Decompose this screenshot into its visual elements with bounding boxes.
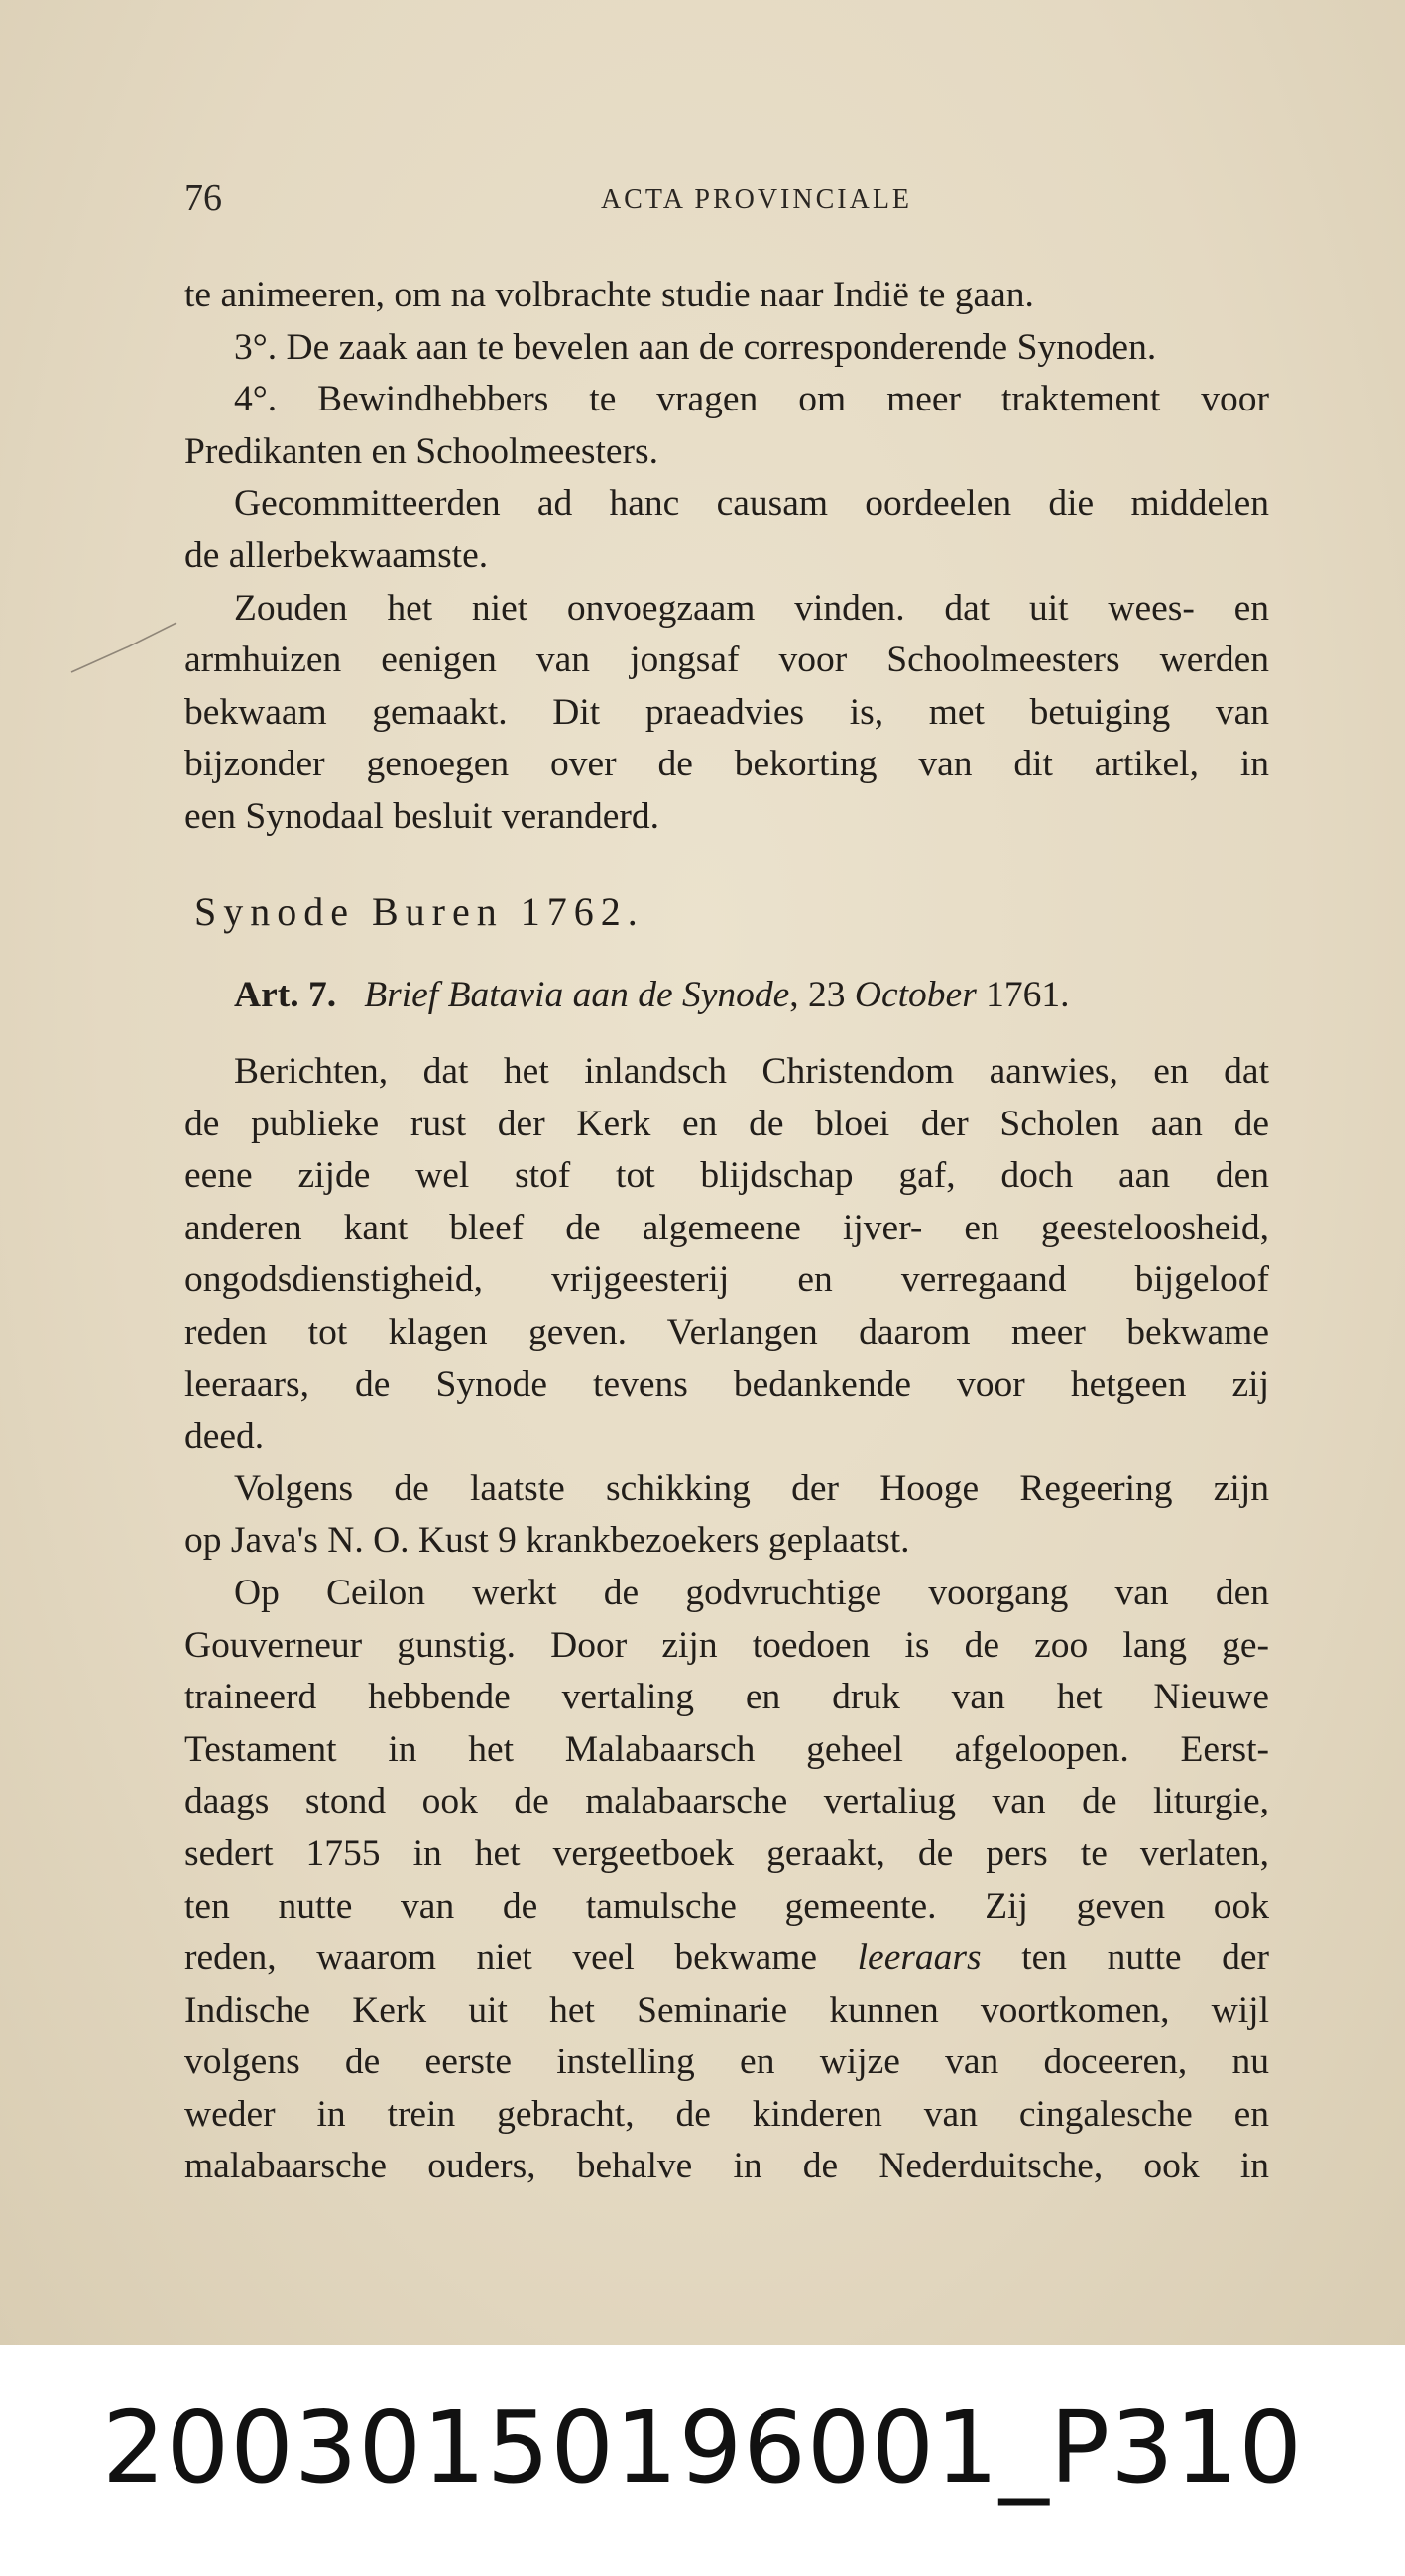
page-header — [184, 176, 1269, 226]
text-line: Zouden het niet onvoegzaam vinden. dat uit wees- en — [234, 587, 1269, 629]
paragraph — [184, 478, 1269, 582]
text-line: op Java's N. O. Kust 9 krankbezoekers geplaatst. — [184, 1520, 910, 1562]
text-run: ten nutte der — [981, 1937, 1269, 1979]
text-line: Indische Kerk uit het Seminarie kunnen voortkomen, wijl — [184, 1989, 1269, 2031]
text-line — [184, 1932, 1269, 1985]
article-date-prefix: , 23 — [789, 975, 855, 1015]
text-line: armhuizen eenigen van jongsaf voor Schoolmeesters werden — [184, 640, 1269, 681]
text-run: reden, waarom niet veel bekwame — [184, 1937, 858, 1979]
article-heading — [234, 974, 1269, 1016]
text-line: anderen kant bleef de algemeene ijver- en geesteloosheid, — [184, 1207, 1269, 1248]
text-line: de allerbekwaamste. — [184, 534, 489, 576]
paragraph — [184, 583, 1269, 844]
text-line: ongodsdienstigheid, vrijgeesterij en verregaand bijgeloof — [184, 1259, 1269, 1301]
text-line: reden tot klagen geven. Verlangen daarom meer bekwame — [184, 1311, 1269, 1352]
paragraph — [184, 1046, 1269, 1464]
paragraph — [184, 322, 1269, 375]
text-line: weder in trein gebracht, de kinderen van cingalesche en — [184, 2093, 1269, 2135]
text-line: 4°. Bewindhebbers te vragen om meer traktement voor — [234, 379, 1269, 420]
text-line: malabaarsche ouders, behalve in de Nederduitsche, ook in — [184, 2146, 1269, 2187]
text-run-italic: leeraars — [857, 1937, 982, 1979]
text-line: een Synodaal besluit veranderd. — [184, 795, 660, 837]
scan-identifier-label: 20030150196001_P310 — [102, 2390, 1303, 2506]
text-line: Testament in het Malabaarsch geheel afgeloopen. Eerst- — [184, 1728, 1269, 1770]
text-line: leeraars, de Synode tevens bedankende voor hetgeen zij — [184, 1363, 1269, 1405]
text-block-lower — [184, 1046, 1269, 2193]
running-title: ACTA PROVINCIALE — [600, 184, 913, 215]
page-number: 76 — [184, 177, 222, 219]
text-line: de publieke rust der Kerk en de bloei der Scholen aan de — [184, 1103, 1269, 1144]
text-line: Volgens de laatste schikking der Hooge Regeering zijn — [234, 1467, 1269, 1509]
section-heading: Synode Buren 1762. — [194, 889, 644, 934]
text-line: Berichten, dat het inlandsch Christendom aanwies, en dat — [234, 1051, 1269, 1092]
text-line: Predikanten en Schoolmeesters. — [184, 430, 658, 472]
text-line: 3°. De zaak aan te bevelen aan de corresponderende Synoden. — [234, 326, 1157, 368]
paragraph — [184, 1464, 1269, 1568]
text-line: bekwaam gemaakt. Dit praeadvies is, met betuiging van — [184, 691, 1269, 733]
text-line: daags stond ook de malabaarsche vertaliug van de liturgie, — [184, 1781, 1269, 1822]
article-title: Brief Batavia aan de Synode — [364, 975, 790, 1015]
text-line: deed. — [184, 1416, 265, 1458]
text-line: traineerd hebbende vertaling en druk van het Nieuwe — [184, 1677, 1269, 1718]
text-block-upper — [184, 270, 1269, 844]
text-line: Gouverneur gunstig. Door zijn toedoen is de zoo lang ge- — [184, 1624, 1269, 1666]
paragraph — [184, 374, 1269, 478]
article-month: October — [854, 975, 977, 1015]
text-line: Gecommitteerden ad hanc causam oordeelen die middelen — [234, 483, 1269, 525]
text-line: Op Ceilon werkt de godvruchtige voorgang van den — [234, 1572, 1269, 1613]
paragraph — [184, 270, 1269, 322]
text-line: volgens de eerste instelling en wijze van doceeren, nu — [184, 2042, 1269, 2083]
text-line: te animeeren, om na volbrachte studie naar Indië te gaan. — [184, 275, 1034, 315]
pencil-margin-mark — [69, 617, 178, 676]
article-label: Art. 7. — [234, 975, 337, 1015]
text-line: eene zijde wel stof tot blijdschap gaf, doch aan den — [184, 1155, 1269, 1197]
text-line: bijzonder genoegen over de bekorting van dit artikel, in — [184, 744, 1269, 785]
article-year: 1761. — [976, 975, 1070, 1015]
text-line: ten nutte van de tamulsche gemeente. Zij geven ook — [184, 1885, 1269, 1927]
paragraph — [184, 1568, 1269, 2193]
text-line: sedert 1755 in het vergeetboek geraakt, de pers te verlaten, — [184, 1832, 1269, 1874]
